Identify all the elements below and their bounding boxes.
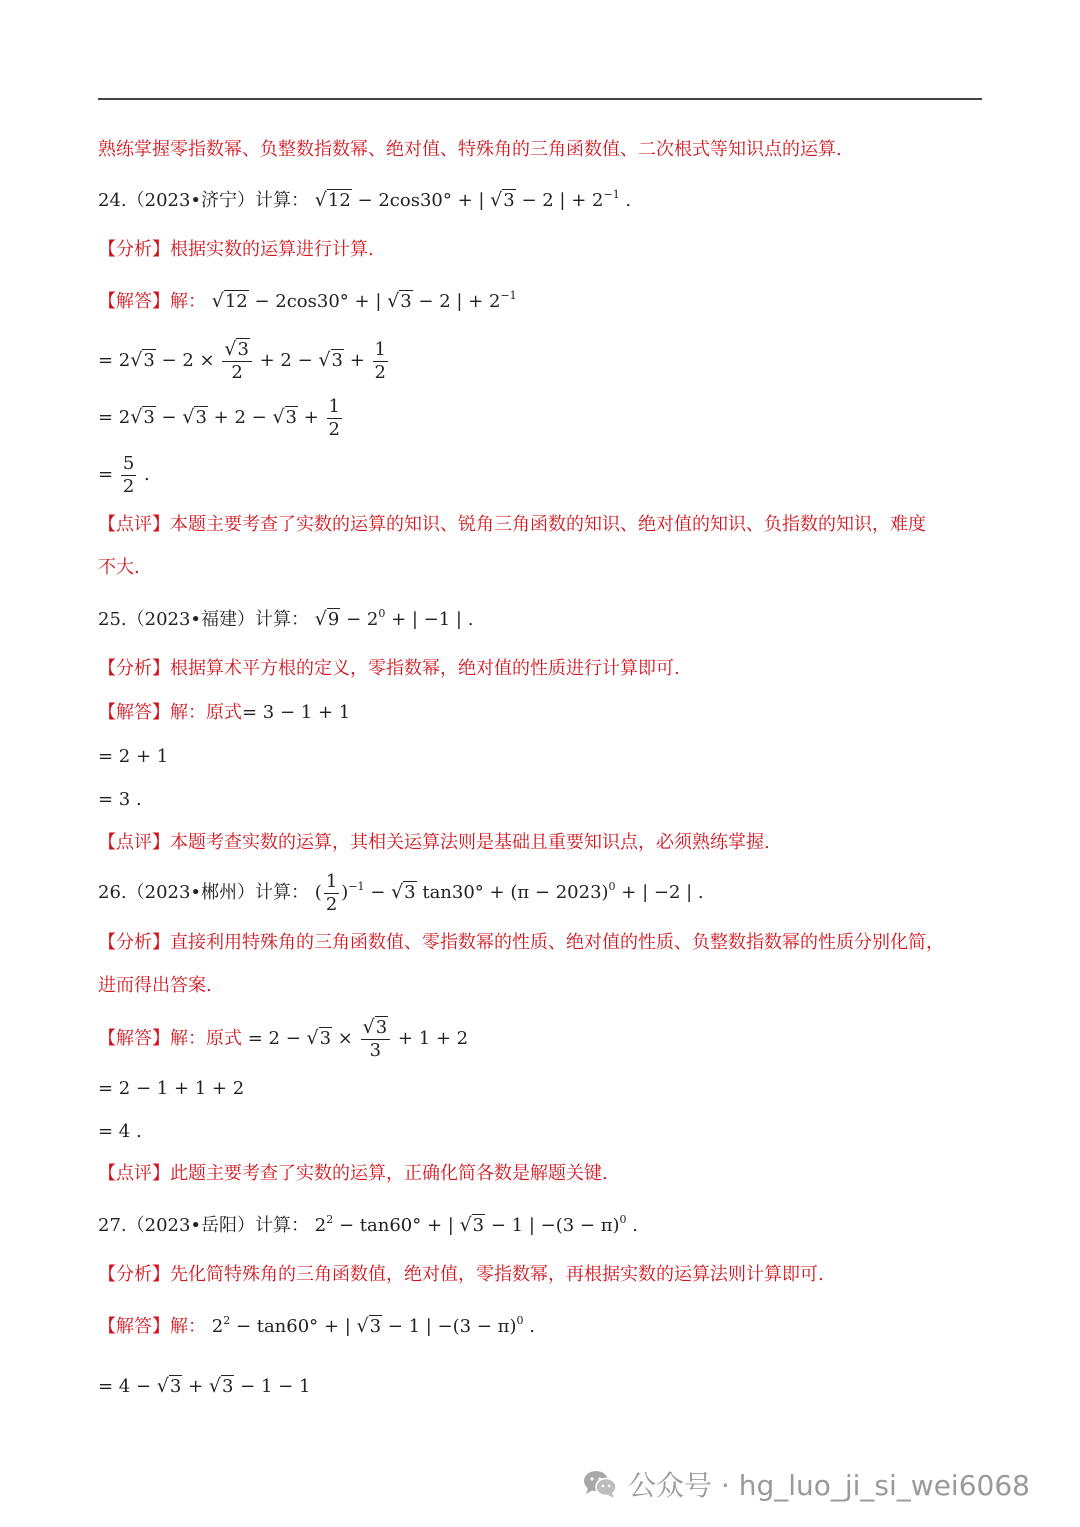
q27-answer-expression: $2^2 - \tan 60^\circ$ + | √3 − 1 | $-(3 - \pi)^0$ . bbox=[211, 1314, 535, 1337]
q24-answer bbox=[98, 289, 517, 314]
q26-comment-text: 此题主要考查了实数的运算，正确化简各数是解题关键. bbox=[170, 1163, 608, 1184]
q24-analysis bbox=[98, 238, 374, 262]
header-rule bbox=[98, 98, 982, 100]
answer-label: 【解答】 bbox=[98, 291, 170, 312]
q25-answer bbox=[98, 701, 350, 725]
q24-answer-expression: √12 − 2cos30° + | √3 − 2 | + $2^{-1}$ bbox=[211, 289, 517, 312]
q24-result: = $\frac{5}{2}$ . bbox=[98, 452, 150, 497]
q25-analysis-text: 根据算术平方根的定义，零指数幂，绝对值的性质进行计算即可. bbox=[170, 658, 680, 679]
question-26-expression: ( $\frac{1}{2}$ )$^{-1}$ − √3 $\tan 30^\circ + (\pi - 2023)^0$ + | −2 | . bbox=[314, 870, 704, 915]
comment-label: 【点评】 bbox=[98, 514, 170, 535]
question-25 bbox=[98, 607, 473, 632]
q26-step2: = 4 . bbox=[98, 1121, 142, 1142]
question-24-prefix: 24.（2023•济宁）计算： bbox=[98, 190, 310, 211]
q26-answer-expression: = 2 − √3 × $\frac{√3}{3}$ + 1 + 2 bbox=[242, 1016, 469, 1061]
watermark bbox=[582, 1462, 1030, 1506]
q27-analysis-text: 先化简特殊角的三角函数值，绝对值，零指数幂，再根据实数的运算法则计算即可. bbox=[170, 1264, 824, 1285]
q25-comment-text: 本题考查实数的运算，其相关运算法则是基础且重要知识点，必须熟练掌握. bbox=[170, 832, 770, 853]
question-27 bbox=[98, 1213, 638, 1238]
question-25-expression: $√9 - 2^0$ + | −1 | . bbox=[314, 607, 474, 630]
analysis-label: 【分析】 bbox=[98, 239, 170, 260]
q24-step2: = 2√3 − √3 + 2 − √3 + $\frac{1}{2}$ bbox=[98, 395, 340, 440]
q24-comment-text: 本题主要考查了实数的运算的知识、锐角三角函数的知识、绝对值的知识、负指数的知识，难度 bbox=[170, 514, 926, 535]
question-24-expression: √12 − 2cos30° + | √3 − 2 | + $2^{-1}$ . bbox=[314, 188, 632, 211]
q25-step2: = 3 . bbox=[98, 789, 142, 810]
q26-solve-prefix: 解：原式 bbox=[170, 1028, 242, 1049]
q25-analysis bbox=[98, 657, 680, 681]
q24-analysis-text: 根据实数的运算进行计算. bbox=[170, 239, 374, 260]
analysis-label: 【分析】 bbox=[98, 658, 170, 679]
q26-analysis-text: 直接利用特殊角的三角函数值、零指数幂的性质、绝对值的性质、负整数指数幂的性质分别化简， bbox=[170, 932, 944, 953]
q27-analysis bbox=[98, 1263, 824, 1287]
analysis-label: 【分析】 bbox=[98, 1264, 170, 1285]
question-25-prefix: 25.（2023•福建）计算： bbox=[98, 609, 310, 630]
q25-comment bbox=[98, 831, 770, 855]
analysis-label: 【分析】 bbox=[98, 932, 170, 953]
q25-solve-prefix: 解：原式 bbox=[170, 702, 242, 723]
question-27-prefix: 27.（2023•岳阳）计算： bbox=[98, 1215, 310, 1236]
q25-step1: = 2 + 1 bbox=[98, 746, 169, 767]
q24-step1: = 2√3 − 2 × $\frac{√3}{2}$ + 2 − √3 + $\frac{1}{2}$ bbox=[98, 338, 386, 383]
comment-label: 【点评】 bbox=[98, 832, 170, 853]
question-26 bbox=[98, 870, 704, 914]
answer-label: 【解答】 bbox=[98, 1316, 170, 1337]
question-26-prefix: 26.（2023•郴州）计算： bbox=[98, 882, 310, 903]
watermark-text: 公众号 · hg_luo_ji_si_wei6068 bbox=[628, 1469, 1030, 1502]
q27-solve-prefix: 解： bbox=[170, 1316, 206, 1337]
answer-label: 【解答】 bbox=[98, 1028, 170, 1049]
q26-analysis bbox=[98, 931, 944, 955]
q24-comment-continued: 不大. bbox=[98, 557, 140, 578]
q26-analysis-continued: 进而得出答案. bbox=[98, 975, 212, 996]
q26-comment bbox=[98, 1162, 608, 1186]
q25-step0: = 3 − 1 + 1 bbox=[242, 702, 351, 723]
intro-text: 熟练掌握零指数幂、负整数指数幂、绝对值、特殊角的三角函数值、二次根式等知识点的运算. bbox=[98, 139, 842, 160]
answer-label: 【解答】 bbox=[98, 702, 170, 723]
wechat-icon bbox=[582, 1468, 618, 1500]
q27-answer bbox=[98, 1314, 535, 1339]
q24-solve-prefix: 解： bbox=[170, 291, 206, 312]
q26-answer bbox=[98, 1014, 468, 1062]
q24-comment bbox=[98, 513, 926, 537]
question-24 bbox=[98, 188, 631, 213]
q26-step1: = 2 − 1 + 1 + 2 bbox=[98, 1078, 245, 1099]
comment-label: 【点评】 bbox=[98, 1163, 170, 1184]
question-27-expression: $2^2 - \tan 60^\circ$ + | √3 − 1 | $-(3 - \pi)^0$ . bbox=[314, 1213, 638, 1236]
q27-step1: = 4 − √3 + √3 − 1 − 1 bbox=[98, 1375, 311, 1397]
